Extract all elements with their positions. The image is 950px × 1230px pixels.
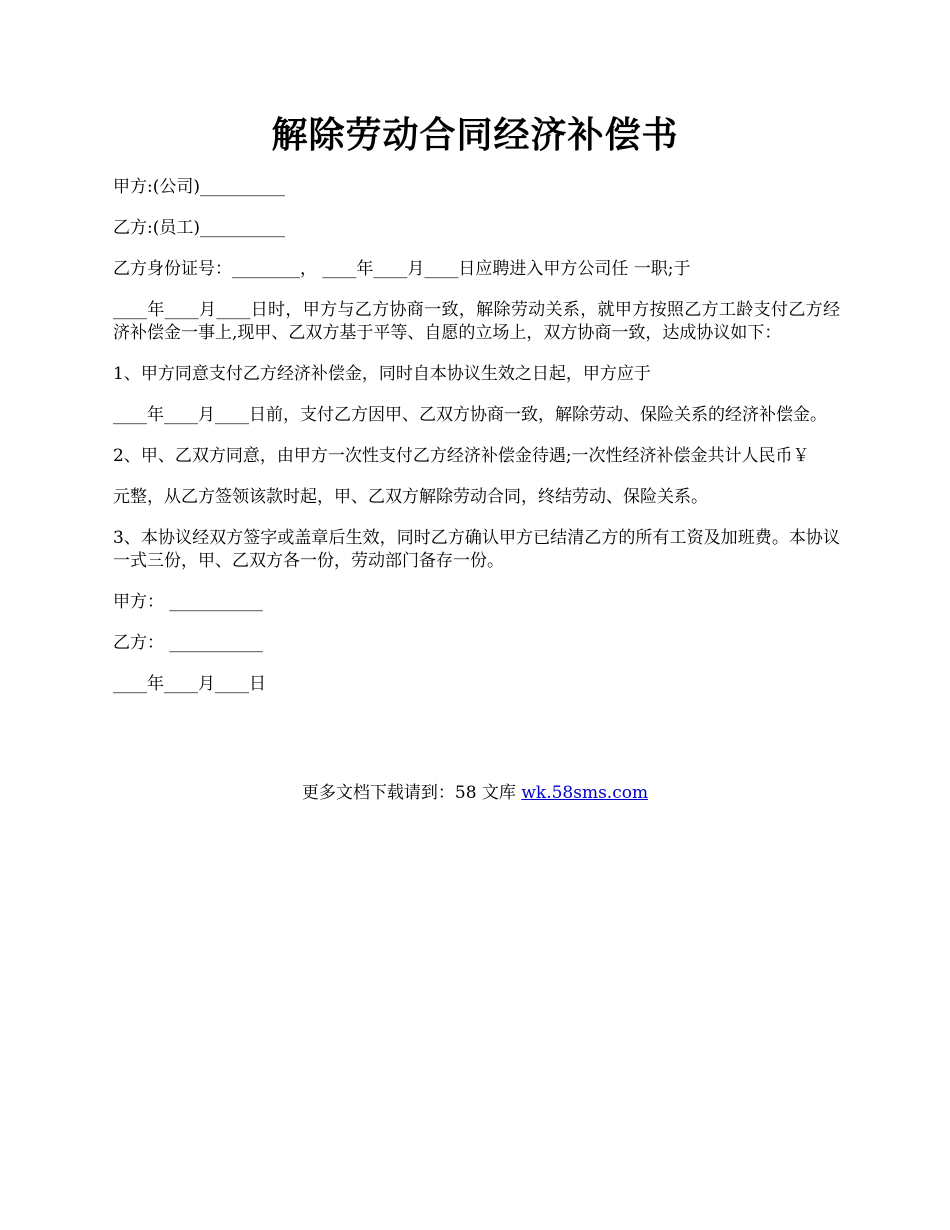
clause-2-amount-paragraph: 元整，从乙方签领该款时起，甲、乙双方解除劳动合同，终结劳动、保险关系。 (113, 487, 708, 507)
footer-download-note (0, 780, 950, 806)
document-body (113, 176, 840, 714)
signature-date-line: ____年____月____日 (113, 674, 266, 694)
clause-1-paragraph: 1、甲方同意支付乙方经济补偿金，同时自本协议生效之日起，甲方应于 (113, 364, 651, 384)
footer-download-link[interactable]: wk.58sms.com (521, 783, 649, 803)
id-number-line: 乙方身份证号：________， ____年____月____日应聘进入甲方公司任 一职;于 (113, 259, 691, 279)
clause-3-paragraph: 3、本协议经双方签字或盖章后生效，同时乙方确认甲方已结清乙方的所有工资及加班费。本协议一式三份，甲、乙双方各一份，劳动部门备存一份。 (113, 528, 840, 571)
footer-prefix-text: 更多文档下载请到：58 文库 (301, 783, 522, 803)
document-title: 解除劳动合同经济补偿书 (271, 114, 679, 156)
clause-2-paragraph: 2、甲、乙双方同意，由甲方一次性支付乙方经济补偿金待遇;一次性经济补偿金共计人民币￥ (113, 446, 810, 466)
party-b-line: 乙方:(员工)__________ (113, 218, 285, 238)
party-b-signature-line: 乙方： ___________ (113, 633, 263, 653)
party-a-signature-line: 甲方： ___________ (113, 592, 263, 612)
agreement-intro-paragraph: ____年____月____日时，甲方与乙方协商一致，解除劳动关系，就甲方按照乙方工龄支付乙方经济补偿金一事上,现甲、乙双方基于平等、自愿的立场上，双方协商一致，达成协议如下： (113, 300, 840, 343)
clause-1-date-paragraph: ____年____月____日前，支付乙方因甲、乙双方协商一致，解除劳动、保险关系的经济补偿金。 (113, 405, 827, 425)
party-a-line: 甲方:(公司)__________ (113, 177, 285, 197)
